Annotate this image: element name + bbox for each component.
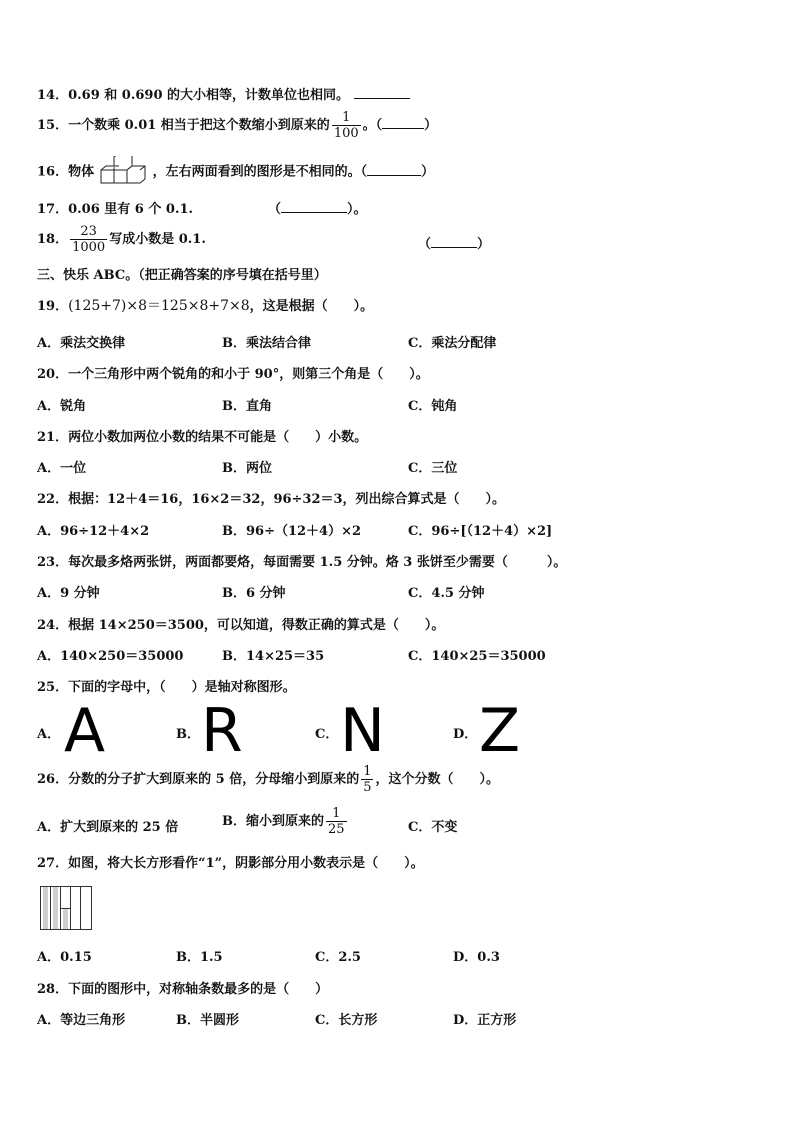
option-b[interactable]: B．	[176, 727, 200, 742]
formula: (125+7)×8＝125×8+7×8	[68, 298, 250, 314]
option-b[interactable]: B．6 分钟	[222, 586, 286, 601]
answer-blank[interactable]	[281, 200, 347, 213]
answer-blank[interactable]	[431, 235, 477, 248]
answer-blank[interactable]	[367, 163, 421, 176]
option-c[interactable]: C．乘法分配律	[408, 336, 497, 351]
question-24: 24．根据 14×250＝3500，可以知道，得数正确的算式是（ ）。	[37, 618, 445, 633]
option-d[interactable]: D．	[453, 727, 478, 742]
option-c[interactable]: C．三位	[408, 461, 458, 476]
option-b[interactable]: B．乘法结合律	[222, 336, 311, 351]
option-b[interactable]: B．半圆形	[176, 1013, 239, 1028]
question-26: 26．分数的分子扩大到原来的 5 倍，分母缩小到原来的 $\frac{1}{5}$ ，这个分数（ ）。	[37, 764, 499, 795]
question-16-text: 16．物体	[37, 164, 95, 180]
option-c[interactable]: C．96÷[（12＋4）×2]	[408, 524, 553, 539]
letter-n-figure: N	[340, 696, 385, 766]
question-26-text: 26．分数的分子扩大到原来的 5 倍，分母缩小到原来的	[37, 772, 360, 787]
option-a[interactable]: A．等边三角形	[37, 1013, 126, 1028]
option-a[interactable]: A．扩大到原来的 25 倍	[37, 820, 179, 835]
question-25: 25．下面的字母中，（ ）是轴对称图形。	[37, 680, 296, 695]
question-16: 16．物体 ，左右两面看到的图形是不相同的。（ ）	[37, 156, 434, 188]
question-28: 28．下面的图形中，对称轴条数最多的是（ ）	[37, 982, 329, 997]
question-14	[37, 84, 410, 103]
question-14-text: 14．0.69 和 0.690 的大小相等，计数单位也相同。	[37, 88, 350, 103]
answer-blank[interactable]	[382, 116, 424, 129]
letter-a-figure: A	[64, 696, 106, 766]
option-a[interactable]: A．	[37, 727, 61, 742]
option-c[interactable]: C．钝角	[408, 399, 458, 414]
option-c[interactable]: C．	[315, 727, 339, 742]
option-c[interactable]: C．长方形	[315, 1013, 378, 1028]
question-18: 18． $\frac{23}{1000}$ 写成小数是 0.1.	[37, 224, 206, 255]
option-c[interactable]: C．4.5 分钟	[408, 586, 485, 601]
question-22: 22．根据：12＋4＝16，16×2＝32，96÷32＝3，列出综合算式是（ ）。	[37, 492, 506, 507]
option-d[interactable]: D．正方形	[453, 1013, 517, 1028]
option-c[interactable]: C．不变	[408, 820, 458, 835]
question-17	[37, 198, 193, 217]
option-a[interactable]: A．140×250＝35000	[37, 649, 184, 664]
section-heading: 三、快乐 ABC。（把正确答案的序号填在括号里）	[37, 268, 327, 283]
question-21: 21．两位小数加两位小数的结果不可能是（ ）小数。	[37, 430, 368, 445]
question-27: 27．如图，将大长方形看作“1”，阴影部分用小数表示是（ ）。	[37, 856, 424, 871]
option-b[interactable]: B．直角	[222, 399, 272, 414]
option-c[interactable]: C．140×25＝35000	[408, 649, 546, 664]
option-a[interactable]: A．9 分钟	[37, 586, 100, 601]
question-18-text: 写成小数是 0.1.	[109, 232, 206, 247]
option-d[interactable]: D．0.3	[453, 950, 500, 965]
question-17-text: 17．0.06 里有 6 个 0.1.	[37, 202, 194, 217]
option-a[interactable]: A．一位	[37, 461, 87, 476]
question-18-answer: （ ）	[418, 237, 491, 252]
option-b[interactable]: B．14×25＝35	[222, 649, 325, 664]
question-20: 20．一个三角形中两个锐角的和小于 90°，则第三个角是（ ）。	[37, 367, 429, 382]
option-b[interactable]: B．缩小到原来的 $\frac{1}{25}$	[222, 806, 345, 837]
rectangle-figure	[40, 886, 92, 930]
option-a[interactable]: A．乘法交换律	[37, 336, 126, 351]
fraction: $\frac{1}{25}$	[328, 806, 345, 837]
option-b[interactable]: B．1.5	[176, 950, 223, 965]
option-a[interactable]: A．0.15	[37, 950, 92, 965]
question-23: 23．每次最多烙两张饼，两面都要烙，每面需要 1.5 分钟。烙 3 张饼至少需要（ ）。	[37, 555, 567, 570]
option-a[interactable]: A．96÷12＋4×2	[37, 524, 150, 539]
question-19: 19．(125+7)×8＝125×8+7×8，这是根据（ ）。	[37, 298, 374, 314]
option-b[interactable]: B．两位	[222, 461, 272, 476]
fraction: $\frac{1}{100}$	[333, 110, 359, 141]
question-15-text: 15．一个数乘 0.01 相当于把这个数缩小到原来的	[37, 118, 330, 133]
letter-z-figure: Z	[479, 696, 521, 766]
fraction: $\frac{23}{1000}$	[72, 224, 106, 255]
cube-stack-figure	[99, 156, 153, 188]
letter-r-figure: R	[201, 696, 243, 766]
option-c[interactable]: C．2.5	[315, 950, 361, 965]
option-a[interactable]: A．锐角	[37, 399, 87, 414]
question-15: 15．一个数乘 0.01 相当于把这个数缩小到原来的 $\frac{1}{100}$ 。（ ）	[37, 110, 438, 141]
question-17-answer: （ ）。	[268, 202, 367, 217]
answer-blank[interactable]	[354, 86, 410, 99]
fraction: $\frac{1}{5}$	[363, 764, 372, 795]
option-b[interactable]: B．96÷（12＋4）×2	[222, 524, 362, 539]
